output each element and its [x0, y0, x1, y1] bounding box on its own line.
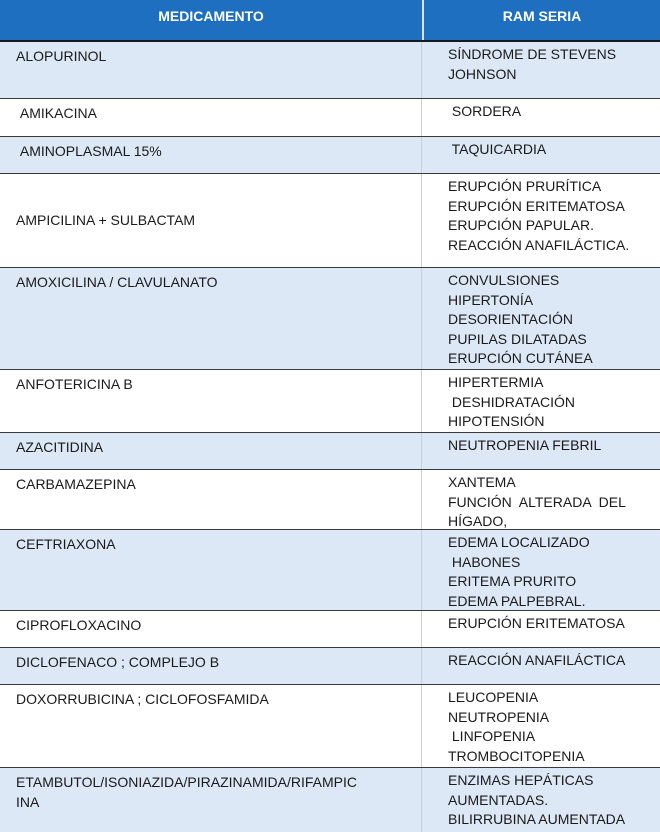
table-row: [0, 42, 660, 99]
drug-name: CARBAMAZEPINA: [0, 470, 422, 529]
reaction-line: SÍNDROME DE STEVENS: [448, 46, 617, 62]
reaction-line: ENZIMAS HEPÁTICAS: [448, 772, 594, 788]
reaction-line: HIPERTERMIA: [448, 374, 544, 390]
reaction-line: HÍGADO,: [448, 513, 508, 529]
reaction-line: TROMBOCITOPENIA: [448, 747, 585, 764]
header-medicamento: MEDICAMENTO: [158, 8, 264, 24]
table-row: [0, 433, 660, 470]
drug-name: AMIKACINA: [0, 99, 422, 136]
reaction-cell: [422, 685, 660, 767]
reaction-line: ERUPCIÓN ERITEMATOSA: [448, 615, 625, 631]
drug-name: ETAMBUTOL/ISONIAZIDA/PIRAZINAMIDA/RIFAMPIC INA: [0, 768, 422, 832]
table-row: [0, 611, 660, 648]
table-row: [0, 648, 660, 685]
table-row: [0, 530, 660, 611]
table-row: [0, 268, 660, 370]
reaction-cell: [422, 99, 660, 136]
reaction-cell: [422, 611, 660, 647]
reaction-line: LINFOPENIA: [448, 728, 536, 744]
reaction-line: REACCIÓN ANAFILÁCTICA: [448, 652, 626, 668]
table-row: [0, 470, 660, 530]
reaction-line: HIPERTONÍA: [448, 291, 534, 308]
table-row: [0, 768, 660, 832]
reaction-line: PUPILAS DILATADAS: [448, 330, 587, 347]
drug-name: ALOPURINOL: [0, 42, 422, 98]
reaction-line: DESORIENTACIÓN: [448, 311, 573, 327]
reaction-line: JOHNSON: [448, 65, 517, 82]
drug-name: ANFOTERICINA B: [0, 370, 422, 432]
table-row: [0, 137, 660, 174]
reaction-cell: [422, 370, 660, 432]
reaction-line: ERUPCIÓN PRURÍTICA: [448, 178, 602, 194]
table-header: [0, 0, 660, 42]
table-row: [0, 174, 660, 268]
reaction-line: BILIRRUBINA AUMENTADA: [448, 811, 626, 827]
reaction-line: XANTEMA: [448, 474, 516, 490]
reaction-line: EDEMA LOCALIZADO: [448, 534, 590, 550]
table-row: [0, 99, 660, 137]
reaction-line: TAQUICARDIA: [448, 141, 547, 157]
reaction-line: EDEMA PALPEBRAL.: [448, 592, 586, 609]
reaction-line: DESHIDRATACIÓN: [448, 393, 576, 410]
reaction-cell: [422, 268, 660, 369]
drug-name: CEFTRIAXONA: [0, 530, 422, 610]
reaction-line: LEUCOPENIA: [448, 689, 539, 705]
reaction-cell: [422, 137, 660, 173]
reaction-cell: [422, 768, 660, 832]
reaction-cell: [422, 174, 660, 267]
reaction-cell: [422, 433, 660, 469]
reaction-line: HIPOTENSIÓN: [448, 413, 545, 429]
reaction-cell: [422, 648, 660, 684]
reaction-line: AUMENTADAS.: [448, 791, 549, 808]
reaction-line: ERITEMA PRURITO: [448, 573, 577, 589]
table-row: [0, 685, 660, 768]
reaction-line: CONVULSIONES: [448, 272, 560, 288]
drug-name: CIPROFLOXACINO: [0, 611, 422, 647]
drug-name: DICLOFENACO ; COMPLEJO B: [0, 648, 422, 684]
reaction-cell: [422, 42, 660, 98]
reaction-cell: [422, 530, 660, 610]
reaction-line: ERUPCIÓN CUTÁNEA: [448, 350, 593, 366]
reaction-line: HABONES: [448, 553, 521, 570]
reaction-line: ERUPCIÓN ERITEMATOSA: [448, 197, 625, 214]
reaction-line: SORDERA: [448, 103, 522, 119]
reaction-line: NEUTROPENIA FEBRIL: [448, 437, 602, 453]
reaction-line: REACCIÓN ANAFILÁCTICA.: [448, 236, 630, 253]
drug-name: DOXORRUBICINA ; CICLOFOSFAMIDA: [0, 685, 422, 767]
drug-name: AMOXICILINA / CLAVULANATO: [0, 268, 422, 369]
table-row: [0, 370, 660, 433]
reaction-line: NEUTROPENIA: [448, 708, 550, 725]
drug-name: AMINOPLASMAL 15%: [0, 137, 422, 173]
header-ram-seria: RAM SERIA: [422, 0, 660, 40]
reaction-cell: [422, 470, 660, 529]
drug-name: AZACITIDINA: [0, 433, 422, 469]
reaction-line: FUNCIÓN ALTERADA DEL: [448, 493, 626, 510]
reaction-line: ERUPCIÓN PAPULAR.: [448, 217, 594, 233]
drug-name: AMPICILINA + SULBACTAM: [0, 174, 422, 267]
